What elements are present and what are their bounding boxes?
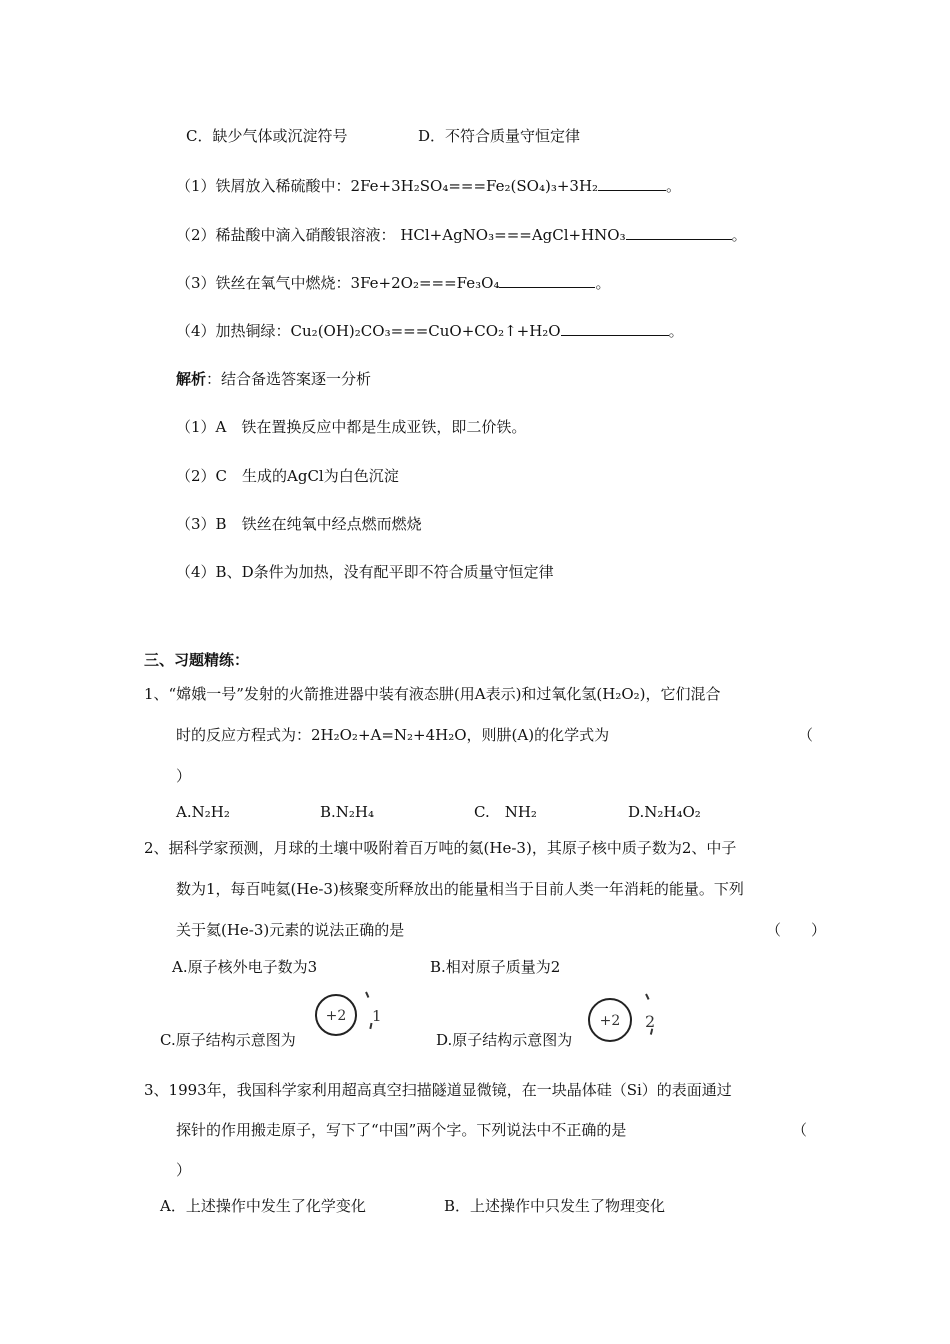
equation-formula: 3Fe+2O₂===Fe₃O₄ [350, 274, 500, 292]
equation-end: 。 [668, 322, 684, 340]
equation-end: 。 [666, 177, 682, 195]
q1-paren-close: ） [176, 767, 192, 785]
q2-option-c: C.原子结构示意图为 [160, 1031, 296, 1049]
equation-1 [176, 176, 681, 196]
analysis-item: （1）A 铁在置换反应中都是生成亚铁，即二价铁。 [176, 418, 527, 436]
q2-option-b: B.相对原子质量为2 [430, 958, 561, 976]
q3-paren-open: （ [792, 1121, 808, 1139]
q1-line1: 1、“嫦娥一号”发射的火箭推进器中装有液态肼(用A表示)和过氧化氢(H₂O₂)，它们混合 [144, 685, 721, 703]
option-c: C．缺少气体或沉淀符号 [186, 127, 348, 145]
analysis-intro: ：结合备选答案逐一分析 [206, 370, 372, 388]
atom-diagram-d [582, 992, 702, 1052]
analysis-item: （3）B 铁丝在纯氧中经点燃而燃烧 [176, 515, 422, 533]
answer-blank [598, 176, 666, 191]
option-d: D．不符合质量守恒定律 [418, 127, 581, 145]
answer-blank [561, 321, 669, 336]
analysis-heading [176, 369, 371, 389]
equation-prefix: （3）铁丝在氧气中燃烧： [176, 274, 351, 292]
equation-end: 。 [595, 274, 611, 292]
q2-line2: 数为1，每百吨氦(He-3)核聚变所释放出的能量相当于目前人类一年消耗的能量。下列 [176, 880, 744, 898]
atom-diagram-c [306, 988, 426, 1048]
equation-prefix: （4）加热铜绿： [176, 322, 291, 340]
analysis-item: （4）B、D条件为加热，没有配平即不符合质量守恒定律 [176, 563, 554, 581]
nucleus-charge: +2 [325, 1008, 347, 1024]
equation-formula: Cu₂(OH)₂CO₃===CuO+CO₂↑+H₂O [290, 322, 561, 340]
analysis-label: 解析 [176, 370, 207, 388]
q1-line2: 时的反应方程式为：2H₂O₂+A=N₂+4H₂O，则肼(A)的化学式为 [176, 726, 610, 744]
equation-formula: HCl+AgNO₃===AgCl+HNO₃ [400, 226, 626, 244]
answer-blank [626, 225, 732, 240]
q3-line1: 3、1993年，我国科学家利用超高真空扫描隧道显微镜，在一块晶体硅（Si）的表面通过 [144, 1081, 732, 1099]
electron-count: 2 [645, 1012, 656, 1031]
equation-4 [176, 321, 684, 341]
analysis-item: （2）C 生成的AgCl为白色沉淀 [176, 467, 399, 485]
q2-paren: （ ） [766, 921, 827, 939]
q3-paren-close: ） [176, 1161, 192, 1179]
q2-option-a: A.原子核外电子数为3 [172, 958, 318, 976]
equation-3 [176, 273, 611, 293]
q1-option-c: C. NH₂ [474, 803, 537, 821]
q3-option-b: B．上述操作中只发生了物理变化 [444, 1197, 666, 1215]
answer-blank [499, 273, 595, 288]
q1-paren-open: （ [798, 726, 814, 744]
equation-end: 。 [731, 226, 747, 244]
equation-prefix: （1）铁屑放入稀硫酸中： [176, 177, 351, 195]
equation-prefix: （2）稀盐酸中滴入硝酸银溶液： [176, 226, 396, 244]
q1-option-d: D.N₂H₄O₂ [628, 803, 701, 821]
q2-line1: 2、据科学家预测，月球的土壤中吸附着百万吨的氦(He-3)，其原子核中质子数为2、中子 [144, 839, 737, 857]
q3-option-a: A．上述操作中发生了化学变化 [160, 1197, 366, 1215]
equation-2 [176, 225, 747, 245]
q1-option-a: A.N₂H₂ [176, 803, 230, 821]
equation-formula: 2Fe+3H₂SO₄===Fe₂(SO₄)₃+3H₂ [350, 177, 599, 195]
section-title: 三、习题精练： [144, 651, 250, 669]
electron-count: 1 [372, 1007, 382, 1025]
nucleus-charge: +2 [599, 1013, 621, 1029]
q3-line2: 探针的作用搬走原子，写下了“中国”两个字。下列说法中不正确的是 [176, 1121, 627, 1139]
q1-option-b: B.N₂H₄ [320, 803, 375, 821]
q2-line3: 关于氦(He-3)元素的说法正确的是 [176, 921, 405, 939]
q2-option-d: D.原子结构示意图为 [436, 1031, 573, 1049]
